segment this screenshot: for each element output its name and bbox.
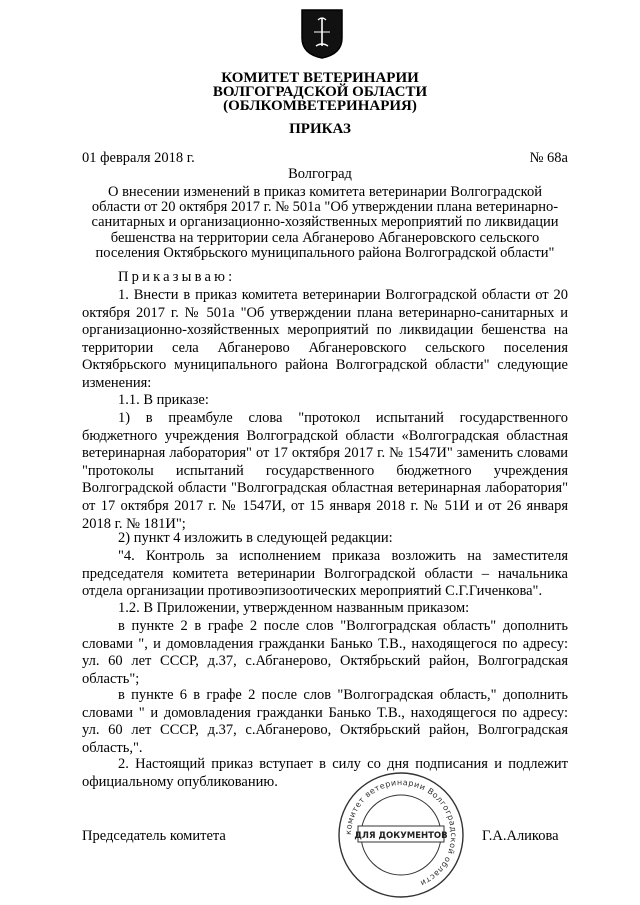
paragraph-1-2-b-text: в пункте 6 в графе 2 после слов "Волгоградская область," дополнить словами " и домовладения гражданки Банько Т.В., находящегося по адресу: ул. 60 лет СССР, д.37, с.Абганерово, Октябрьский район, Волгоградская область,". — [82, 687, 568, 756]
paragraph-1-text: 1. Внести в приказ комитета ветеринарии Волгоградской области от 20 октября 2017 г. № 501а "Об утверждении плана ветеринарно-санитарных и организационно-хозяйственных мероприятий по ликвидации бешенства на территории села Абганерово Абганеровского сельского поселения Октябрьского муниципального района Волгоградской области" следующие изменения: — [82, 287, 568, 391]
paragraph-2-text: 2. Настоящий приказ вступает в силу со дня подписания и подлежит официальному опубликованию. — [82, 756, 568, 790]
title-line: поселения Октябрьского муниципального района Волгоградской области" — [95, 244, 555, 261]
paragraph-2 — [82, 756, 568, 791]
paragraph-clause-4 — [82, 548, 568, 601]
paragraph-1 — [82, 287, 568, 393]
org-name-line3: (ОБЛКОМВЕТЕРИНАРИЯ) — [223, 98, 417, 114]
title-line: О внесении изменений в приказ комитета ветеринарии Волгоградской — [107, 184, 542, 200]
item-2-text: 2) пункт 4 изложить в следующей редакции: — [118, 530, 393, 546]
paragraph-1-2-a-text: в пункте 2 в графе 2 после слов "Волгоградская область" дополнить словами ", и домовладения гражданки Банько Т.В., находящегося по адресу: ул. 60 лет СССР, д.37, с.Абганерово, Октябрьский район, Волгоградская область"; — [82, 618, 568, 687]
item-1-text: 1) в преамбуле слова "протокол испытаний государственного бюджетного учреждения Волгоградской области «Волгоградская областная ветеринарная лаборатория" от 17 октября 2017 г. № 1547И" заменить словами "протоколы испытаний государственного бюджетного учреждения Волгоградской области "Волгоградская областная ветеринарная лаборатория" от 17 октября 2017 г. № 1547И, от 15 января 2018 г. № 51И и от 26 января 2018 г. № 181И"; — [82, 410, 568, 532]
paragraph-1-1-item-1 — [82, 410, 568, 533]
org-name-line2: ВОЛГОГРАДСКОЙ ОБЛАСТИ — [212, 84, 428, 100]
paragraph-1-2-a — [82, 618, 568, 688]
paragraph-1-1-text: 1.1. В приказе: — [118, 392, 209, 408]
paragraph-1-1-item-2 — [82, 530, 568, 548]
signatory-position: Председатель комитета — [82, 828, 226, 844]
doc-title — [82, 185, 568, 261]
org-name-line1: КОМИТЕТ ВЕТЕРИНАРИИ — [221, 70, 419, 86]
order-word-line — [82, 269, 568, 287]
paragraph-1-2-text: 1.2. В Приложении, утвержденном названным приказом: — [118, 600, 470, 616]
doc-city: Волгоград — [288, 166, 352, 182]
signatory-name: Г.А.Аликова — [482, 828, 559, 844]
volgograd-emblem-icon — [300, 8, 344, 60]
paragraph-1-1 — [82, 392, 568, 410]
doc-date: 01 февраля 2018 г. — [82, 150, 195, 166]
doc-number: № 68а — [529, 150, 568, 166]
stamp-arc-text: комитет ветеринарии Волгоградской области — [343, 777, 459, 888]
paragraph-1-2-b — [82, 687, 568, 757]
title-line: бешенства на территории села Абганерово Абганеровского сельского — [110, 229, 540, 246]
official-stamp — [336, 770, 466, 900]
order-word: Приказываю: — [118, 269, 236, 285]
doc-type-title: ПРИКАЗ — [289, 121, 351, 137]
paragraph-1-2 — [82, 600, 568, 618]
title-line: области от 20 октября 2017 г. № 501а "Об утверждении плана ветеринарно- — [91, 199, 559, 216]
stamp-inner-text: ДЛЯ ДОКУМЕНТОВ — [354, 831, 448, 841]
title-line: санитарных и организационно-хозяйственных мероприятий по ликвидации — [91, 214, 559, 231]
clause-4-text: "4. Контроль за исполнением приказа возложить на заместителя председателя комитета ветеринарии Волгоградской области – начальника отдела организации противоэпизоотических мероприятий С.Г.Гиченкова". — [82, 548, 568, 600]
